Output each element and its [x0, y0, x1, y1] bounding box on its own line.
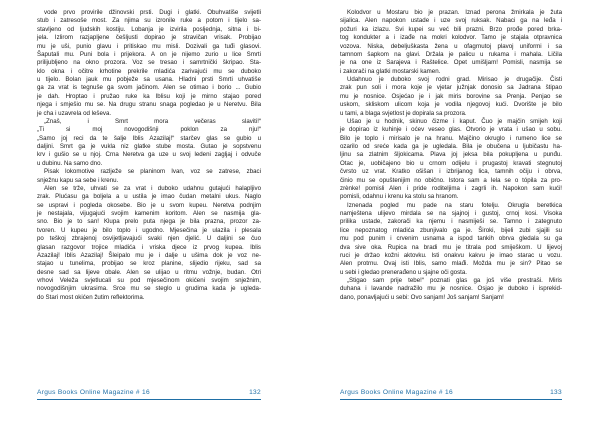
text-line: se uspravi i pogleda okosebe. Bio je u svom kupeu. Neretva podnjim: [37, 201, 261, 209]
text-line: ozarilo od sreće kada ga je ugledala. Bila je obučena u ljubičastu ha-: [340, 143, 562, 150]
text-line: ga za vrat is tegnuše ga svom jačinom. Alen se otimao i borio ... Gubio: [37, 84, 261, 92]
footer-rule: [37, 399, 261, 400]
text-line: ljinu sa zlatnim šljokicama. Plava joj jeksa bila pokupljena u punđu.: [340, 151, 562, 159]
text-line: u tami, a blaga svjetlost je dopirala sa prozora.: [340, 109, 467, 117]
paragraph: [340, 202, 562, 277]
text-line: vrhovi Veleža svjetlucali su pod mjesečinom okićeni svojim snježnim,: [37, 277, 261, 284]
text-line: sno. Bio je to san! Klupa prelo puta njega je bila prazna, prozor za-: [37, 218, 261, 226]
text-line: Alen se trže, uhvati se za vrat i duboko udahnu gutajući halapljivo: [44, 184, 261, 192]
text-line: tvoren. U kupeu je bilo toplo i ugodno. Mjesečina je ulazila i plesala: [37, 226, 261, 234]
text-line: tamnom šapkom na glavi. Držala je palicu u rukama i mahala. Ličila: [340, 50, 562, 58]
text-line: vode prvo provirile džinovski prsti. Dugi i glatki. Obuhvatiše svijetli: [44, 9, 261, 16]
text-line: u sebi i gledao prenerađeno u sjajne oči gosta.: [340, 268, 467, 276]
text-line: čvrsto uz vrat. Kratko ošišan i izbrijanog lica, tamnih očiju i obrva,: [340, 168, 562, 176]
text-line: do Stari most okićen žutim reflektorima.: [37, 293, 145, 301]
left-page-footer: [37, 389, 261, 401]
text-line: zrak. Plućasu ga boljela a u ustila je imao čudan metalni ukus. Naglo: [37, 193, 261, 201]
text-line: Kolodvor u Mostaru bio je prazan. Iznad perona žmirkala je žuta: [347, 9, 562, 16]
text-line: jela. Izlirom razjapljene češljusti dopirao je stravičan vrisak. Probijao: [37, 34, 261, 42]
paragraph: [340, 118, 562, 202]
paragraph: [37, 185, 261, 302]
text-line: klo okna i očitre krhotine prekrile mladića zarivajući mu se duboko: [37, 67, 261, 75]
text-line: Iznenada pogled mu pade na staru fotelju. Okrugla beretkica: [347, 201, 562, 209]
magazine-title: Argus Books Online Magazine # 16: [37, 389, 150, 396]
left-page-body-text: [37, 9, 261, 302]
text-line: „Ti si moj novogodišnji poklon za nju!“: [37, 126, 261, 134]
text-line: desne sad sa lijeve obale. Alen se ulijao u ritmu vožnje, budan. Otri: [37, 268, 261, 276]
text-line: je na one iz Sarajeva i Raštelice. Opet umišljam! Pomisli, nasmija se: [340, 59, 562, 67]
text-line: dano, ponavljajući u sebi: Ovo sanjam! Još sanjam! Sanjam!: [340, 293, 504, 301]
paragraph: [37, 9, 261, 118]
text-line: požuri ka izlazu. Svi kupei su već bili prazni. Brzo prođe pored brka-: [340, 25, 562, 33]
text-line: Šaputali mu. Puni bola i prijekora. A on je nijemo zurio u lice Smrti: [37, 50, 261, 58]
right-page-body-text: [340, 9, 562, 302]
text-line: Udahnuo je duboko svoj rodni grad. Mirisao je drugačije. Čisti: [347, 76, 562, 83]
text-line: „Znaš, i Smrt mora večeras slaviti!“: [44, 117, 261, 125]
text-line: Pisak lokomotive razlježe se planinom Ivan, voz se zatrese, zbaci: [44, 168, 261, 176]
text-line: vozova. Niska, debeljuškasta žena u ofagrnutoj plavoj uniformi i sa: [340, 42, 562, 50]
text-line: glasan razgovor trojice mladića i vriska djece iz prvog kupea. Iblis: [37, 243, 261, 251]
text-line: Azazilaj! Iblis Azazilaj! Šleipalo mu je i dalje u ušima dok je voz ne-: [37, 251, 261, 259]
paragraph: [340, 9, 562, 76]
right-page-footer: [340, 389, 562, 401]
text-line: stavljeno od ljudskih kostiju. Lobanja je izvirila posljednja, sitna i bi-: [37, 25, 261, 33]
paragraph: [340, 277, 562, 302]
text-line: lice nepoznatog mladića zbunjivalo ga je. Široki, bijeli zubi sjajili su: [340, 226, 562, 234]
text-line: tog kondukter a i izađe na mokri kolodvor. Tamo je stajala otpravnica: [340, 34, 562, 42]
text-line: prilika ustade, zakorači ka njemu i nasmiješi se. Tamno i zategnuto: [340, 218, 562, 226]
text-line: novogodišnjim ukrasima. Srce mu se steglo u grudima kada je ugleda-: [37, 285, 261, 293]
text-line: stajao u tunelima, probijao se kroz planine, slijedio rijeku, sad sa: [37, 260, 261, 268]
paragraph: [340, 76, 562, 118]
text-line: Otac je, uobičajeno bio u crnom odijelu i prugastoj kravati stegnutoj: [340, 159, 562, 167]
text-line: dva sive oka. Rupica na bradi mu je titrala pod smiješkom. U lijevoj: [340, 243, 562, 251]
text-line: duhana i lavande nadražilo mu je nosnice. Osjao je duboko i isprekid-: [340, 285, 562, 293]
text-line: „Samo joj reci da te šalje Iblis Azazilaj!“ starčev glas se gubio u: [37, 134, 261, 142]
paragraph: [37, 168, 261, 185]
text-line: u dubinu. Na samo dno.: [37, 159, 103, 167]
text-line: mu pod punim i crvenim usnama a ispod tankih obrva gledala su ga: [340, 235, 562, 243]
text-line: snježnu kapu sa sebe i krenu.: [37, 176, 119, 184]
text-line: mu je nosnice. Osjećao je i jak miris borovine sa Prenja. Penjao se: [340, 92, 562, 100]
text-line: daljini. Smrt ga je vukla niz glatke stube mosta. Gutao je sopstvenu: [37, 143, 261, 150]
text-line: je nestajala, vijugajući svojim kamenim koritom. Alen se nasmija gla-: [37, 210, 261, 217]
text-line: u tijelo. Bolan jauk mu pobježe sa usana. Hladni prsti Smrti uhvatiše: [37, 76, 261, 83]
text-line: je dah. Hroptao i pružao ruke ka Iblisu koji je mirno stajao pored: [37, 92, 261, 100]
text-line: Alen protrnu. Ovaj isti Iblis, samo mlađi. Možda mu je sin? Pitao se: [340, 260, 562, 268]
right-page: [300, 0, 600, 424]
text-line: stub i zatresoše most. Za njima su izronile ruke a potom i tijelo sa-: [37, 17, 261, 25]
text-line: uskom, skliskom ulicom koja je vodila njegovoj kući. Dvorište je bilo: [340, 101, 562, 109]
text-line: zrènke! pomisli Alen i pride roditeljima i zagrli ih. Napokon sam kući!: [340, 184, 562, 192]
text-line: je dopirao iz kuhinje i oćev veseo glas. Otvorio je vrata i ušao u sobu.: [340, 126, 562, 134]
page-number: 132: [249, 389, 261, 396]
text-line: zrak pun soli i mora koje je vjetar južnjak donosio sa Jadrana štipao: [340, 84, 562, 92]
text-line: namještena ulijevo mirdala se na sjajnoj i gustoj, crnoj kosi. Visoka: [340, 210, 562, 217]
page-number: 133: [550, 389, 562, 396]
text-line: ruci je držao kožni aktovku. Isti onakvu kakvu je imao starac u vozu.: [340, 251, 562, 259]
footer-rule: [340, 399, 562, 400]
text-line: po teškoj zbrajenoj osvijetljavajući svaki njen djelić. U daljini se čuo: [37, 235, 261, 243]
text-line: i zakorači na glatki mostarski kamen.: [340, 67, 441, 75]
magazine-title: Argus Books Online Magazine # 16: [340, 389, 453, 396]
text-line: Bilo je toplo i mirisalo je na hranu. Majčino okruglo i rumeno lice se: [340, 134, 562, 142]
text-line: sijalica. Alen napokon ustade i uze svoj ruksak. Nabaci ga na leđa i: [340, 17, 562, 25]
paragraph: [37, 118, 261, 168]
text-line: Ušao je u hodnik, skinuo čizme i kaput. Čuo je majčin smijeh koji: [347, 117, 562, 125]
text-line: je cha i uzavrela od leševa.: [37, 109, 112, 117]
text-line: „Stigao sam prije tebe!“ poznati glas ga još više prestraši. Miris: [347, 277, 562, 284]
text-line: mu je uši, punio glavu i pritiskao mu misli. Dozivali ga tuđi glasovi.: [37, 42, 261, 50]
text-line: pomisli, odahnu i krenu ka stolu sa hranom.: [340, 193, 459, 201]
text-line: prilijubljeno na okno prozora. Voz se tresao i samrtnički škripao. Sta-: [37, 59, 261, 67]
text-line: činio mu se opuštenijim no obično. Istora sam a Iela se o tópila za pro-: [340, 176, 562, 184]
text-line: njega i smješio mu se. Na drugu stranu snaga pogledao je u Neretvu. Bila: [37, 101, 261, 109]
text-line: krv i gušio se u njoj. Crna Neretva ga uze u svoj ledeni zagljaj i odvuče: [37, 151, 261, 159]
